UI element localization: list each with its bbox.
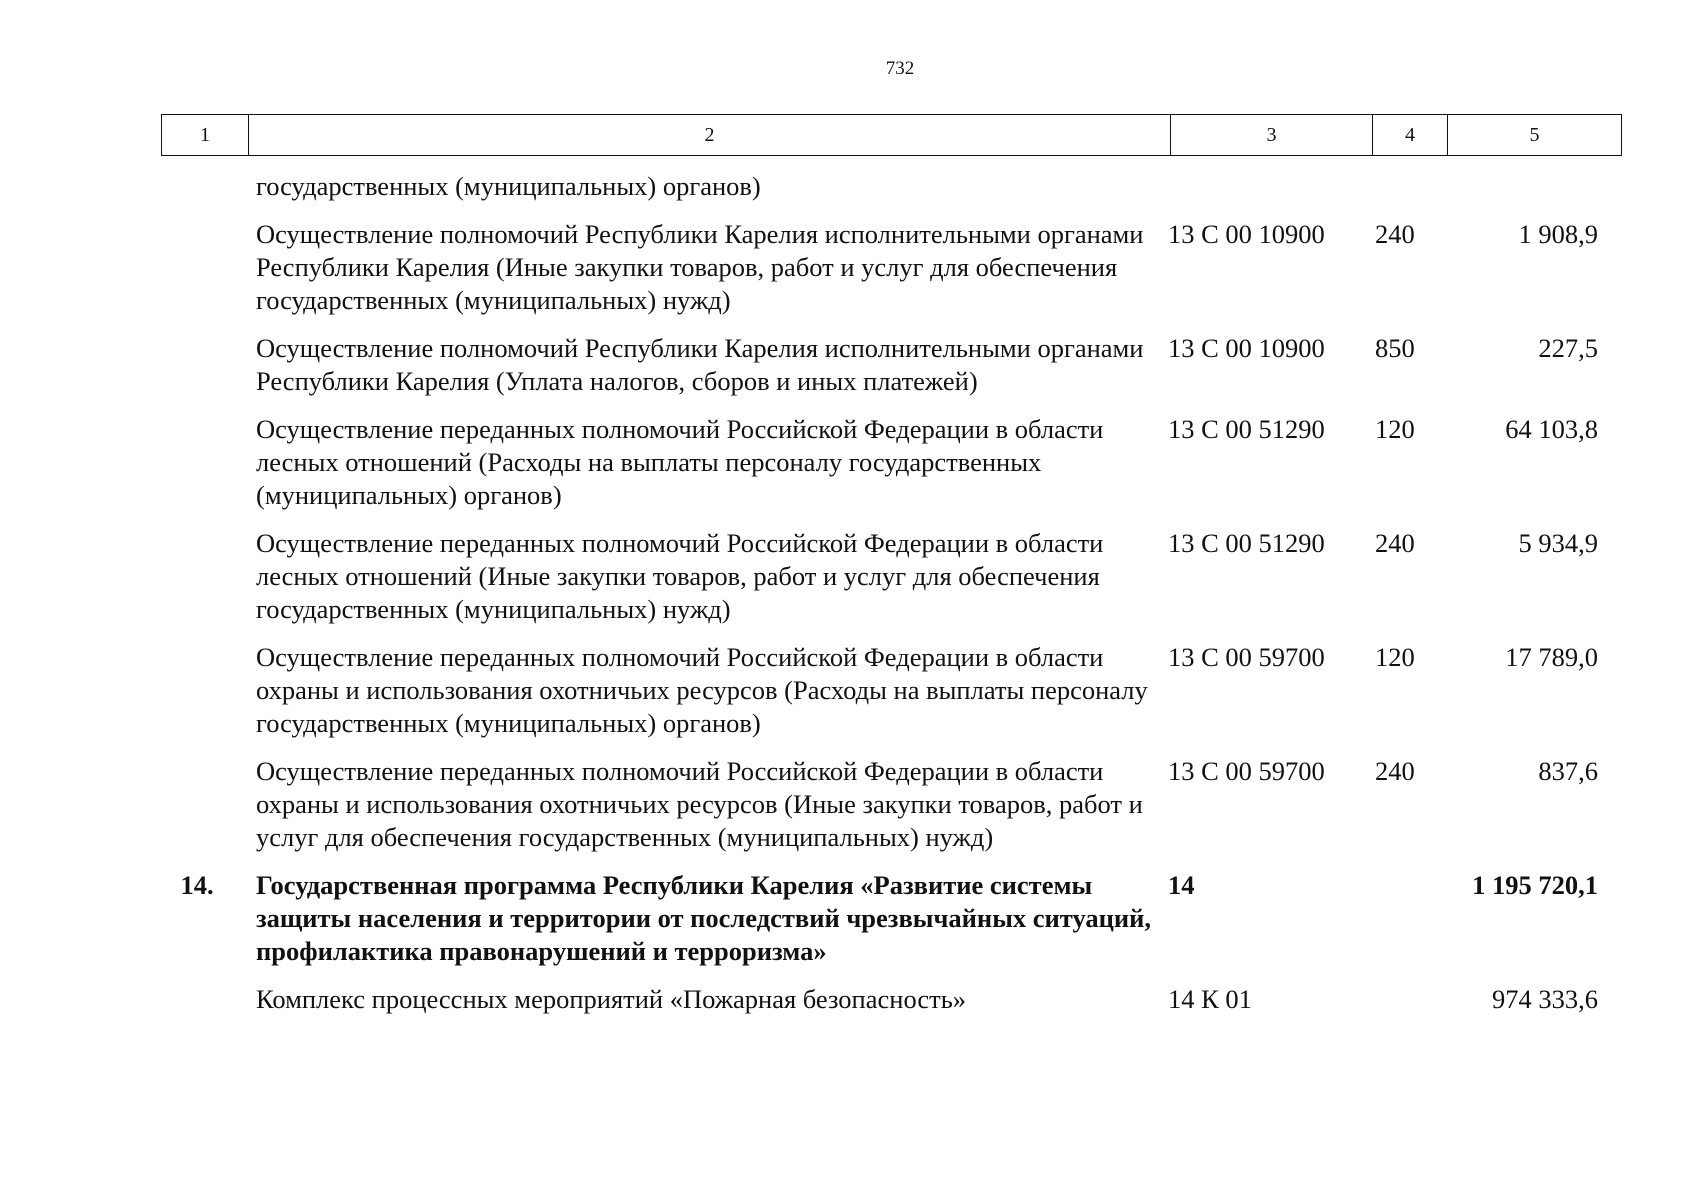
row-target-code: 13 С 00 51290 — [1168, 414, 1325, 444]
page-number: 732 — [885, 58, 915, 79]
row-number — [161, 413, 247, 527]
table-row — [161, 170, 1607, 218]
table-row — [161, 332, 1607, 413]
row-expense-type: 240 — [1375, 756, 1415, 786]
header-col-2: 2 — [249, 115, 1171, 156]
table-row — [161, 641, 1607, 755]
row-name: Осуществление переданных полномочий Российской Федерации в области охраны и использования охотничьих ресурсов (Иные закупки товаров, работ и услуг для обеспечения государственных (муниципальных) нужд) — [256, 756, 1143, 852]
row-name: Осуществление полномочий Республики Карелия исполнительными органами Республики Карелия (Иные закупки товаров, работ и услуг для обеспечения государственных (муниципальных) нужд) — [256, 219, 1144, 315]
row-target-code: 14 — [1168, 870, 1195, 900]
table-row — [161, 527, 1607, 641]
row-amount: 837,6 — [1538, 756, 1598, 786]
row-amount — [1434, 170, 1607, 218]
header-col-1: 1 — [162, 115, 249, 156]
row-number — [161, 641, 247, 755]
table-row — [161, 983, 1607, 1031]
row-number — [161, 983, 247, 1031]
row-target-code: 13 С 00 59700 — [1168, 756, 1325, 786]
row-amount: 1 908,9 — [1518, 219, 1598, 249]
row-target-code: 13 С 00 51290 — [1168, 528, 1325, 558]
row-expense-type: 850 — [1375, 333, 1415, 363]
row-number — [161, 218, 247, 332]
row-target-code: 13 С 00 10900 — [1168, 219, 1325, 249]
row-number — [161, 527, 247, 641]
table-row — [161, 413, 1607, 527]
row-amount: 5 934,9 — [1518, 528, 1598, 558]
budget-table — [161, 170, 1607, 1031]
row-name: Осуществление полномочий Республики Карелия исполнительными органами Республики Карелия (Уплата налогов, сборов и иных платежей) — [256, 333, 1144, 396]
row-name: Комплекс процессных мероприятий «Пожарная безопасность» — [256, 984, 967, 1014]
row-target-code: 13 С 00 10900 — [1168, 333, 1325, 363]
row-target-code: 13 С 00 59700 — [1168, 642, 1325, 672]
row-amount: 1 195 720,1 — [1472, 870, 1598, 900]
table-row — [161, 218, 1607, 332]
row-expense-type: 120 — [1375, 414, 1415, 444]
row-target-code — [1159, 170, 1360, 218]
row-number: 14. — [180, 870, 214, 900]
table-row — [161, 755, 1607, 869]
row-name: Осуществление переданных полномочий Российской Федерации в области охраны и использования охотничьих ресурсов (Расходы на выплаты персоналу государственных (муниципальных) органов) — [256, 642, 1148, 738]
header-col-4: 4 — [1373, 115, 1448, 156]
row-expense-type — [1360, 170, 1434, 218]
row-amount: 227,5 — [1538, 333, 1598, 363]
row-expense-type: 120 — [1375, 642, 1415, 672]
header-col-5: 5 — [1448, 115, 1622, 156]
table-row-program — [161, 869, 1607, 983]
row-name: государственных (муниципальных) органов) — [256, 171, 761, 201]
column-header-table — [161, 114, 1622, 156]
row-amount: 974 333,6 — [1492, 984, 1598, 1014]
row-expense-type: 240 — [1375, 528, 1415, 558]
row-target-code: 14 К 01 — [1168, 984, 1252, 1014]
row-number — [161, 170, 247, 218]
row-number — [161, 755, 247, 869]
row-number — [161, 332, 247, 413]
header-col-3: 3 — [1171, 115, 1373, 156]
row-name: Государственная программа Республики Карелия «Развитие системы защиты населения и территории от последствий чрезвычайных ситуаций, профилактика правонарушений и терроризма» — [256, 870, 1152, 966]
row-expense-type — [1360, 869, 1434, 983]
row-name: Осуществление переданных полномочий Российской Федерации в области лесных отношений (Расходы на выплаты персоналу государственных (муниципальных) органов) — [256, 414, 1104, 510]
row-amount: 64 103,8 — [1505, 414, 1598, 444]
row-expense-type — [1360, 983, 1434, 1031]
row-name: Осуществление переданных полномочий Российской Федерации в области лесных отношений (Иные закупки товаров, работ и услуг для обеспечения государственных (муниципальных) нужд) — [256, 528, 1104, 624]
row-expense-type: 240 — [1375, 219, 1415, 249]
row-amount: 17 789,0 — [1505, 642, 1598, 672]
